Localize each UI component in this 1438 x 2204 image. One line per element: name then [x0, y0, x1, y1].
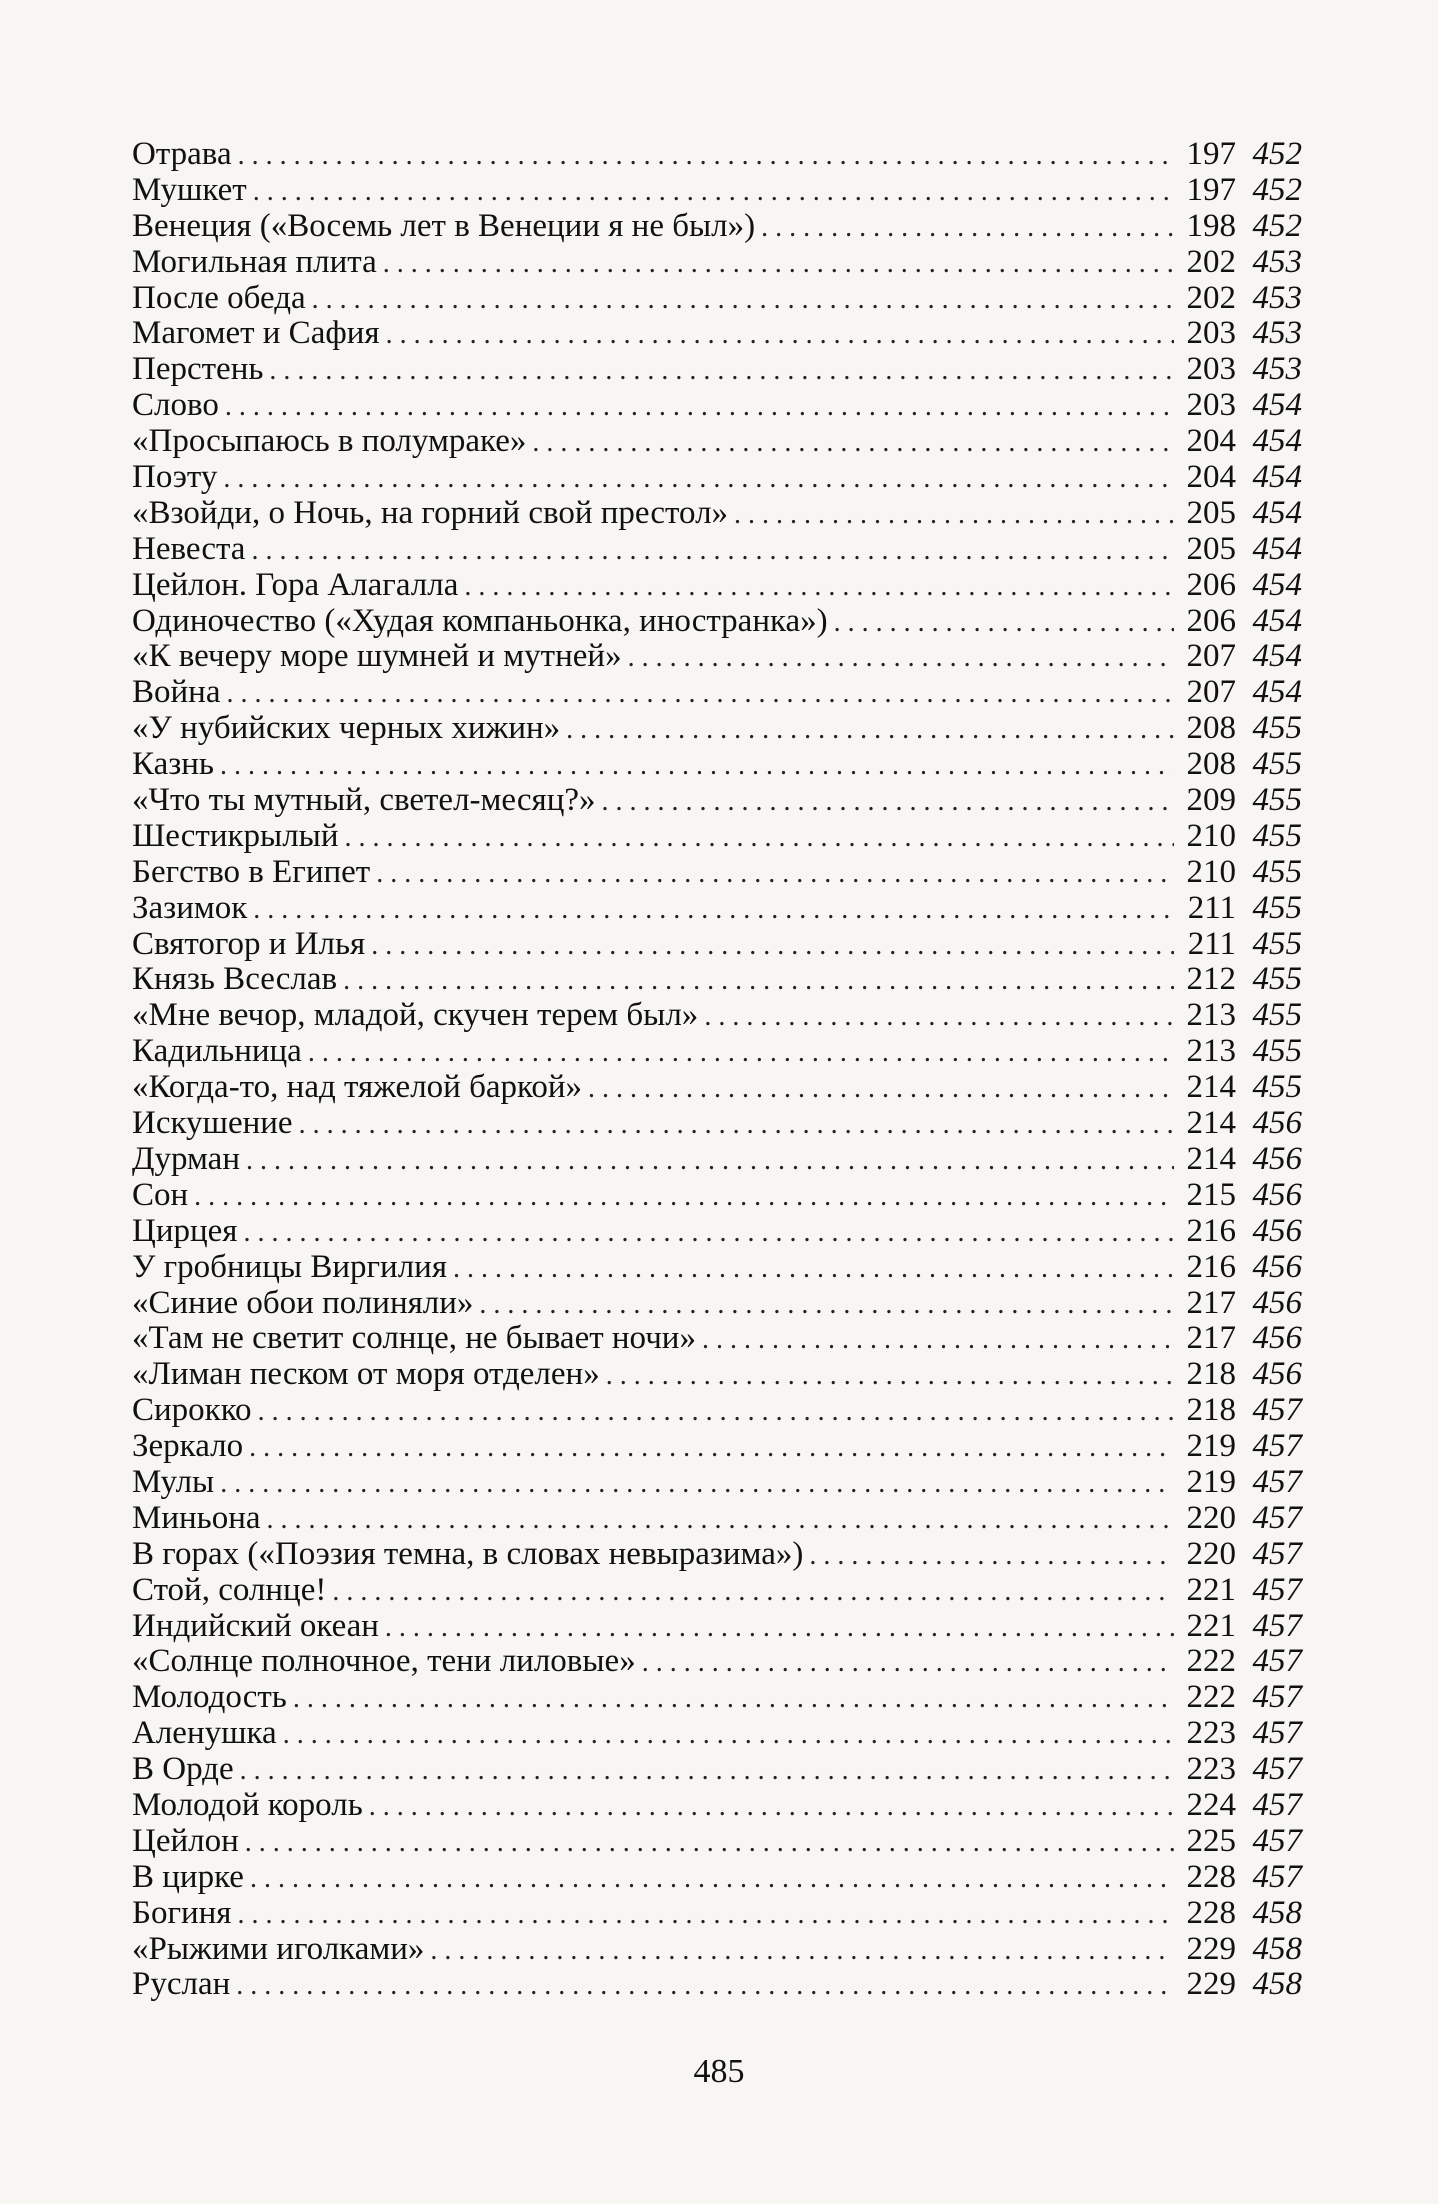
toc-entry [132, 1501, 1302, 1537]
toc-entry [132, 388, 1302, 424]
toc-entry-title: Могильная плита [132, 243, 377, 280]
toc-entry-note-page: 457 [1252, 1822, 1302, 1859]
toc-entry-page: 212 [1186, 961, 1236, 998]
toc-entry [132, 675, 1302, 711]
toc-entry [132, 1752, 1302, 1788]
toc-entry-note-page: 455 [1252, 889, 1302, 926]
toc-entry-title: «У нубийских черных хижин» [132, 710, 561, 747]
toc-entry-page: 205 [1186, 494, 1236, 531]
toc-entry-page: 208 [1186, 746, 1236, 783]
toc-entry-title: Зазимок [132, 889, 248, 926]
toc-entry [132, 1824, 1302, 1860]
toc-entry-title: Одиночество («Худая компаньонка, иностранка») [132, 602, 828, 639]
toc-entry-title: Слово [132, 387, 219, 424]
toc-entry-page: 223 [1186, 1751, 1236, 1788]
toc-entry [132, 1070, 1302, 1106]
dot-leader [588, 1071, 1174, 1107]
toc-entry-note-page: 457 [1252, 1786, 1302, 1823]
toc-entry [132, 604, 1302, 640]
toc-entry [132, 173, 1302, 209]
toc-entry-page: 222 [1186, 1679, 1236, 1716]
toc-entry [132, 1142, 1302, 1178]
toc-entry-title: Молодой король [132, 1786, 363, 1823]
toc-entry-note-page: 453 [1252, 351, 1302, 388]
dot-leader [628, 640, 1174, 676]
toc-entry-title: «Что ты мутный, светел-месяц?» [132, 782, 596, 819]
toc-entry [132, 1967, 1302, 2003]
toc-entry-note-page: 456 [1252, 1320, 1302, 1357]
toc-entry [132, 1357, 1302, 1393]
dot-leader [258, 1394, 1174, 1430]
toc-entry [132, 1034, 1302, 1070]
toc-entry-page: 202 [1186, 243, 1236, 280]
toc-entry-note-page: 455 [1252, 817, 1302, 854]
toc-entry-page: 221 [1186, 1607, 1236, 1644]
dot-leader [269, 353, 1174, 389]
toc-entry [132, 281, 1302, 317]
dot-leader [240, 1753, 1174, 1789]
toc-entry-title: Бегство в Египет [132, 853, 371, 890]
toc-entry-note-page: 458 [1252, 1894, 1302, 1931]
dot-leader [602, 784, 1174, 820]
toc-entry [132, 1250, 1302, 1286]
toc-entry-note-page: 457 [1252, 1535, 1302, 1572]
toc-entry-title: Индийский океан [132, 1607, 379, 1644]
toc-entry [132, 998, 1302, 1034]
toc-entry-note-page: 457 [1252, 1679, 1302, 1716]
toc-entry-title: «Мне вечор, младой, скучен терем был» [132, 997, 699, 1034]
toc-entry-title: Богиня [132, 1894, 232, 1931]
toc-entry-page: 216 [1186, 1212, 1236, 1249]
toc-entry [132, 891, 1302, 927]
toc-entry [132, 1932, 1302, 1968]
dot-leader [371, 928, 1174, 964]
toc-entry-note-page: 457 [1252, 1428, 1302, 1465]
toc-entry-page: 197 [1186, 171, 1236, 208]
toc-entry-page: 203 [1186, 351, 1236, 388]
dot-leader [226, 676, 1174, 712]
toc-entry-page: 215 [1186, 1176, 1236, 1213]
dot-leader [386, 317, 1174, 353]
toc-entry [132, 245, 1302, 281]
toc-entry-page: 209 [1186, 782, 1236, 819]
toc-entry-title: «Когда-то, над тяжелой баркой» [132, 1069, 583, 1106]
toc-entry-page: 207 [1186, 674, 1236, 711]
toc-entry-title: «Синие обои полиняли» [132, 1284, 474, 1321]
dot-leader [809, 1538, 1174, 1574]
toc-entry [132, 927, 1302, 963]
toc-entry-note-page: 454 [1252, 530, 1302, 567]
toc-entry [132, 783, 1302, 819]
toc-entry-note-page: 453 [1252, 243, 1302, 280]
dot-leader [385, 1610, 1174, 1646]
toc-entry-page: 229 [1186, 1966, 1236, 2003]
toc-entry [132, 962, 1302, 998]
toc-entry [132, 316, 1302, 352]
toc-entry-page: 217 [1186, 1320, 1236, 1357]
toc-entry-page: 224 [1186, 1786, 1236, 1823]
toc-entry-title: После обеда [132, 279, 306, 316]
toc-entry-page: 203 [1186, 315, 1236, 352]
toc-entry-page: 214 [1186, 1105, 1236, 1142]
toc-entry-title: Сон [132, 1176, 189, 1213]
dot-leader [834, 605, 1174, 641]
toc-entry-note-page: 457 [1252, 1858, 1302, 1895]
toc-entry-note-page: 454 [1252, 638, 1302, 675]
toc-entry-note-page: 455 [1252, 782, 1302, 819]
toc-entry-page: 228 [1186, 1858, 1236, 1895]
dot-leader [223, 461, 1174, 497]
toc-entry-page: 211 [1187, 889, 1236, 926]
toc-entry-title: Мулы [132, 1463, 215, 1500]
toc-entry-title: Искушение [132, 1105, 293, 1142]
dot-leader [253, 174, 1174, 210]
toc-entry-title: Поэту [132, 459, 218, 496]
toc-entry [132, 1860, 1302, 1896]
toc-entry-note-page: 455 [1252, 997, 1302, 1034]
table-of-contents [132, 137, 1302, 2003]
toc-entry-note-page: 457 [1252, 1643, 1302, 1680]
toc-entry [132, 1178, 1302, 1214]
toc-entry [132, 424, 1302, 460]
dot-leader [249, 1430, 1174, 1466]
toc-entry-page: 204 [1186, 423, 1236, 460]
toc-entry [132, 1214, 1302, 1250]
toc-entry-title: «Просыпаюсь в полумраке» [132, 423, 527, 460]
toc-entry-note-page: 455 [1252, 925, 1302, 962]
dot-leader [642, 1645, 1174, 1681]
toc-entry-page: 228 [1186, 1894, 1236, 1931]
toc-entry-note-page: 456 [1252, 1212, 1302, 1249]
toc-entry [132, 532, 1302, 568]
toc-entry-page: 205 [1186, 530, 1236, 567]
toc-entry-note-page: 453 [1252, 279, 1302, 316]
toc-entry [132, 1609, 1302, 1645]
toc-entry-note-page: 454 [1252, 566, 1302, 603]
toc-entry-page: 214 [1186, 1140, 1236, 1177]
dot-leader [237, 1897, 1174, 1933]
dot-leader [453, 1251, 1174, 1287]
toc-entry-title: Шестикрылый [132, 817, 339, 854]
dot-leader [734, 497, 1174, 533]
toc-entry-note-page: 457 [1252, 1499, 1302, 1536]
toc-entry-note-page: 457 [1252, 1751, 1302, 1788]
toc-entry [132, 352, 1302, 388]
toc-entry-note-page: 456 [1252, 1105, 1302, 1142]
toc-entry-title: Князь Всеслав [132, 961, 338, 998]
toc-entry-page: 206 [1186, 602, 1236, 639]
toc-entry [132, 1680, 1302, 1716]
toc-entry-title: «К вечеру море шумней и мутней» [132, 638, 622, 675]
toc-entry-note-page: 455 [1252, 853, 1302, 890]
toc-entry-note-page: 454 [1252, 387, 1302, 424]
toc-entry-note-page: 458 [1252, 1930, 1302, 1967]
toc-entry [132, 1465, 1302, 1501]
toc-entry-title: Магомет и Сафия [132, 315, 380, 352]
toc-entry-page: 216 [1186, 1248, 1236, 1285]
dot-leader [532, 425, 1174, 461]
toc-entry-note-page: 452 [1252, 136, 1302, 172]
dot-leader [332, 1574, 1174, 1610]
dot-leader [253, 892, 1174, 928]
toc-entry-note-page: 456 [1252, 1356, 1302, 1393]
toc-entry-note-page: 455 [1252, 746, 1302, 783]
toc-entry [132, 1393, 1302, 1429]
toc-entry [132, 1788, 1302, 1824]
toc-entry-page: 223 [1186, 1715, 1236, 1752]
toc-entry [132, 1429, 1302, 1465]
toc-entry-title: В Орде [132, 1751, 234, 1788]
dot-leader [220, 1466, 1174, 1502]
dot-leader [267, 1502, 1174, 1538]
toc-entry-note-page: 455 [1252, 961, 1302, 998]
toc-entry [132, 137, 1302, 173]
toc-entry [132, 711, 1302, 747]
toc-entry-note-page: 457 [1252, 1607, 1302, 1644]
toc-entry-title: Невеста [132, 530, 246, 567]
dot-leader [293, 1681, 1174, 1717]
toc-entry-page: 220 [1186, 1535, 1236, 1572]
toc-entry-page: 225 [1186, 1822, 1236, 1859]
toc-entry [132, 639, 1302, 675]
dot-leader [194, 1179, 1174, 1215]
dot-leader [430, 1933, 1174, 1969]
dot-leader [376, 856, 1174, 892]
toc-entry-note-page: 454 [1252, 459, 1302, 496]
toc-entry [132, 1106, 1302, 1142]
toc-entry-page: 208 [1186, 710, 1236, 747]
toc-entry-note-page: 456 [1252, 1248, 1302, 1285]
page-number: 485 [693, 2053, 745, 2090]
toc-entry [132, 1644, 1302, 1680]
dot-leader [761, 210, 1174, 246]
toc-entry-note-page: 456 [1252, 1140, 1302, 1177]
dot-leader [236, 1968, 1174, 2004]
toc-entry-note-page: 457 [1252, 1392, 1302, 1429]
toc-entry [132, 819, 1302, 855]
toc-entry-page: 219 [1186, 1463, 1236, 1500]
dot-leader [251, 533, 1174, 569]
toc-entry-title: Перстень [132, 351, 264, 388]
toc-entry-note-page: 458 [1252, 1966, 1302, 2003]
toc-entry-note-page: 454 [1252, 602, 1302, 639]
toc-entry [132, 1896, 1302, 1932]
dot-leader [606, 1358, 1174, 1394]
toc-entry-note-page: 452 [1252, 207, 1302, 244]
toc-entry-page: 213 [1186, 1033, 1236, 1070]
dot-leader [464, 569, 1174, 605]
toc-entry-title: «Взойди, о Ночь, на горний свой престол» [132, 494, 729, 531]
toc-entry-title: Война [132, 674, 221, 711]
toc-entry-title: Аленушка [132, 1715, 277, 1752]
toc-entry-title: Святогор и Илья [132, 925, 366, 962]
toc-entry-note-page: 452 [1252, 171, 1302, 208]
toc-entry-title: «Лиман песком от моря отделен» [132, 1356, 600, 1393]
toc-entry-page: 207 [1186, 638, 1236, 675]
toc-entry-title: Миньона [132, 1499, 261, 1536]
dot-leader [299, 1107, 1174, 1143]
dot-leader [243, 1215, 1174, 1251]
toc-entry-page: 211 [1187, 925, 1236, 962]
toc-entry-note-page: 456 [1252, 1176, 1302, 1213]
dot-leader [220, 748, 1174, 784]
toc-entry-title: Молодость [132, 1679, 287, 1716]
toc-entry-page: 220 [1186, 1499, 1236, 1536]
toc-entry-note-page: 454 [1252, 423, 1302, 460]
toc-entry-note-page: 454 [1252, 674, 1302, 711]
toc-entry [132, 568, 1302, 604]
toc-entry [132, 747, 1302, 783]
dot-leader [308, 1035, 1174, 1071]
toc-entry [132, 1716, 1302, 1752]
toc-entry-page: 219 [1186, 1428, 1236, 1465]
toc-entry-page: 202 [1186, 279, 1236, 316]
toc-entry-page: 229 [1186, 1930, 1236, 1967]
toc-entry-page: 221 [1186, 1571, 1236, 1608]
toc-entry [132, 1286, 1302, 1322]
dot-leader [479, 1287, 1174, 1323]
toc-entry-page: 213 [1186, 997, 1236, 1034]
toc-entry-title: Стой, солнце! [132, 1571, 327, 1608]
toc-entry-title: «Рыжими иголками» [132, 1930, 425, 1967]
toc-entry-title: В цирке [132, 1858, 244, 1895]
toc-entry-title: Цейлон [132, 1822, 239, 1859]
toc-entry-title: Зеркало [132, 1428, 244, 1465]
toc-entry-note-page: 456 [1252, 1284, 1302, 1321]
toc-entry [132, 1537, 1302, 1573]
toc-entry-page: 222 [1186, 1643, 1236, 1680]
dot-leader [345, 820, 1175, 856]
dot-leader [245, 1825, 1174, 1861]
toc-entry-page: 217 [1186, 1284, 1236, 1321]
toc-entry-title: Отрава [132, 136, 232, 172]
toc-entry-title: Венеция («Восемь лет в Венеции я не был») [132, 207, 756, 244]
toc-entry [132, 855, 1302, 891]
dot-leader [702, 1322, 1174, 1358]
toc-entry-page: 203 [1186, 387, 1236, 424]
dot-leader [343, 963, 1174, 999]
toc-entry-page: 206 [1186, 566, 1236, 603]
toc-entry-page: 204 [1186, 459, 1236, 496]
toc-entry-note-page: 455 [1252, 1069, 1302, 1106]
dot-leader [704, 999, 1174, 1035]
toc-entry-note-page: 457 [1252, 1571, 1302, 1608]
toc-entry-title: Цейлон. Гора Алагалла [132, 566, 459, 603]
toc-entry-note-page: 455 [1252, 1033, 1302, 1070]
toc-entry [132, 496, 1302, 532]
toc-entry-page: 210 [1186, 817, 1236, 854]
dot-leader [283, 1717, 1174, 1753]
toc-entry-title: «Там не светит солнце, не бывает ночи» [132, 1320, 696, 1357]
dot-leader [369, 1789, 1174, 1825]
toc-entry [132, 460, 1302, 496]
dot-leader [383, 246, 1174, 282]
toc-entry-page: 197 [1186, 136, 1236, 172]
dot-leader [238, 138, 1174, 174]
toc-entry-note-page: 457 [1252, 1463, 1302, 1500]
toc-entry-note-page: 455 [1252, 710, 1302, 747]
toc-entry-title: Сирокко [132, 1392, 252, 1429]
toc-entry-title: Дурман [132, 1140, 240, 1177]
toc-entry-page: 214 [1186, 1069, 1236, 1106]
dot-leader [566, 712, 1174, 748]
toc-entry-title: Кадильница [132, 1033, 302, 1070]
toc-entry-title: Цирцея [132, 1212, 238, 1249]
toc-entry-note-page: 454 [1252, 494, 1302, 531]
toc-entry-page: 218 [1186, 1392, 1236, 1429]
toc-entry-note-page: 453 [1252, 315, 1302, 352]
toc-entry-title: Мушкет [132, 171, 247, 208]
toc-entry-page: 210 [1186, 853, 1236, 890]
toc-entry [132, 209, 1302, 245]
toc-entry [132, 1573, 1302, 1609]
toc-entry-title: Казнь [132, 746, 214, 783]
toc-entry-page: 218 [1186, 1356, 1236, 1393]
toc-entry-title: У гробницы Виргилия [132, 1248, 448, 1285]
toc-entry-note-page: 457 [1252, 1715, 1302, 1752]
toc-entry-page: 198 [1186, 207, 1236, 244]
dot-leader [225, 389, 1174, 425]
toc-entry-title: Руслан [132, 1966, 231, 2003]
toc-entry-title: В горах («Поэзия темна, в словах невыразима») [132, 1535, 804, 1572]
dot-leader [246, 1143, 1174, 1179]
dot-leader [312, 282, 1174, 318]
toc-entry [132, 1321, 1302, 1357]
dot-leader [250, 1861, 1174, 1897]
toc-entry-title: «Солнце полночное, тени лиловые» [132, 1643, 636, 1680]
